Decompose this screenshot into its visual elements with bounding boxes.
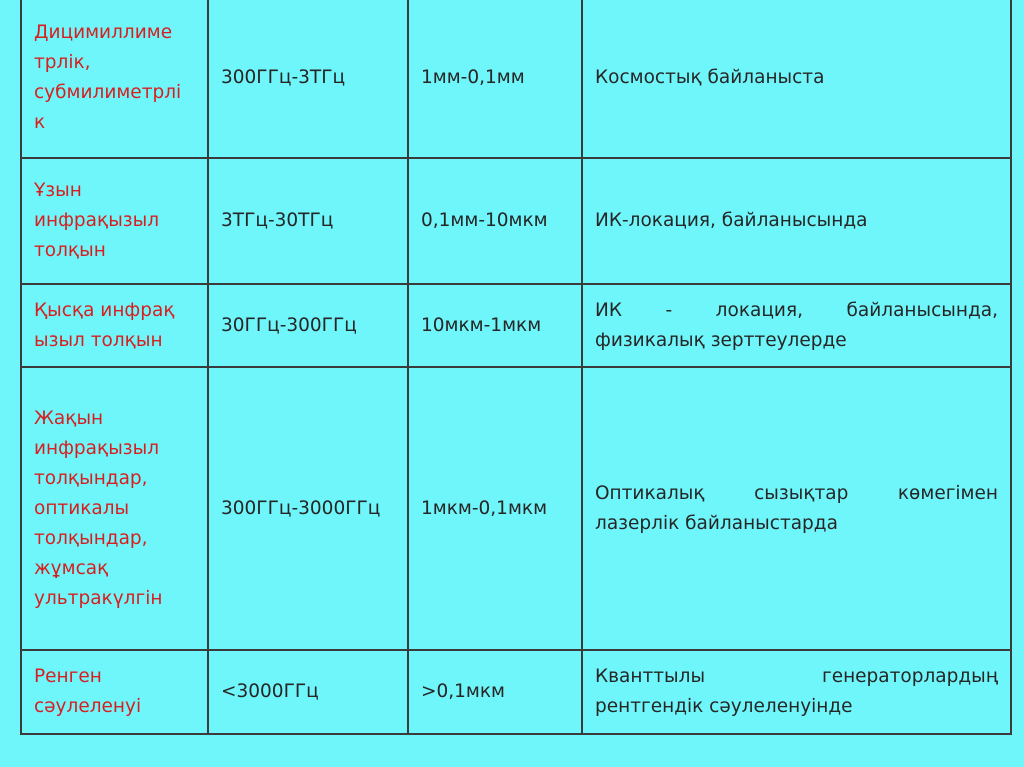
table-row — [21, 0, 1011, 158]
frequency-cell: 3ТГц-30ТГц — [208, 158, 408, 284]
application-cell: ИК - локация, байланысында, физикалық зерттеулерде — [582, 284, 1011, 367]
table-row — [21, 650, 1011, 734]
wavelength-cell: 1мм-0,1мм — [408, 0, 582, 158]
band-name-cell: Жақын инфрақызыл толқындар, оптикалы толқындар, жұмсақ ультракүлгін — [21, 367, 208, 650]
wavelength-cell: 0,1мм-10мкм — [408, 158, 582, 284]
table-row — [21, 158, 1011, 284]
table-row — [21, 284, 1011, 367]
frequency-cell: <3000ГГц — [208, 650, 408, 734]
table-row — [21, 367, 1011, 650]
frequency-cell: 30ГГц-300ГГц — [208, 284, 408, 367]
band-name-cell: Ренген сәулеленуі — [21, 650, 208, 734]
band-name-cell: Дицимиллиме трлік, субмилиметрлі к — [21, 0, 208, 158]
spectrum-table — [20, 0, 1012, 735]
wavelength-cell: 1мкм-0,1мкм — [408, 367, 582, 650]
application-cell: Кванттылы генераторлардың рентгендік сәулеленуінде — [582, 650, 1011, 734]
wavelength-cell: 10мкм-1мкм — [408, 284, 582, 367]
frequency-cell: 300ГГц-3000ГГц — [208, 367, 408, 650]
application-cell: Оптикалық сызықтар көмегімен лазерлік байланыстарда — [582, 367, 1011, 650]
frequency-cell: 300ГГц-3ТГц — [208, 0, 408, 158]
band-name-cell: Қысқа инфрақ ызыл толқын — [21, 284, 208, 367]
wavelength-cell: >0,1мкм — [408, 650, 582, 734]
application-cell: Космостық байланыста — [582, 0, 1011, 158]
band-name-cell: Ұзын инфрақызыл толқын — [21, 158, 208, 284]
application-cell: ИК-локация, байланысында — [582, 158, 1011, 284]
